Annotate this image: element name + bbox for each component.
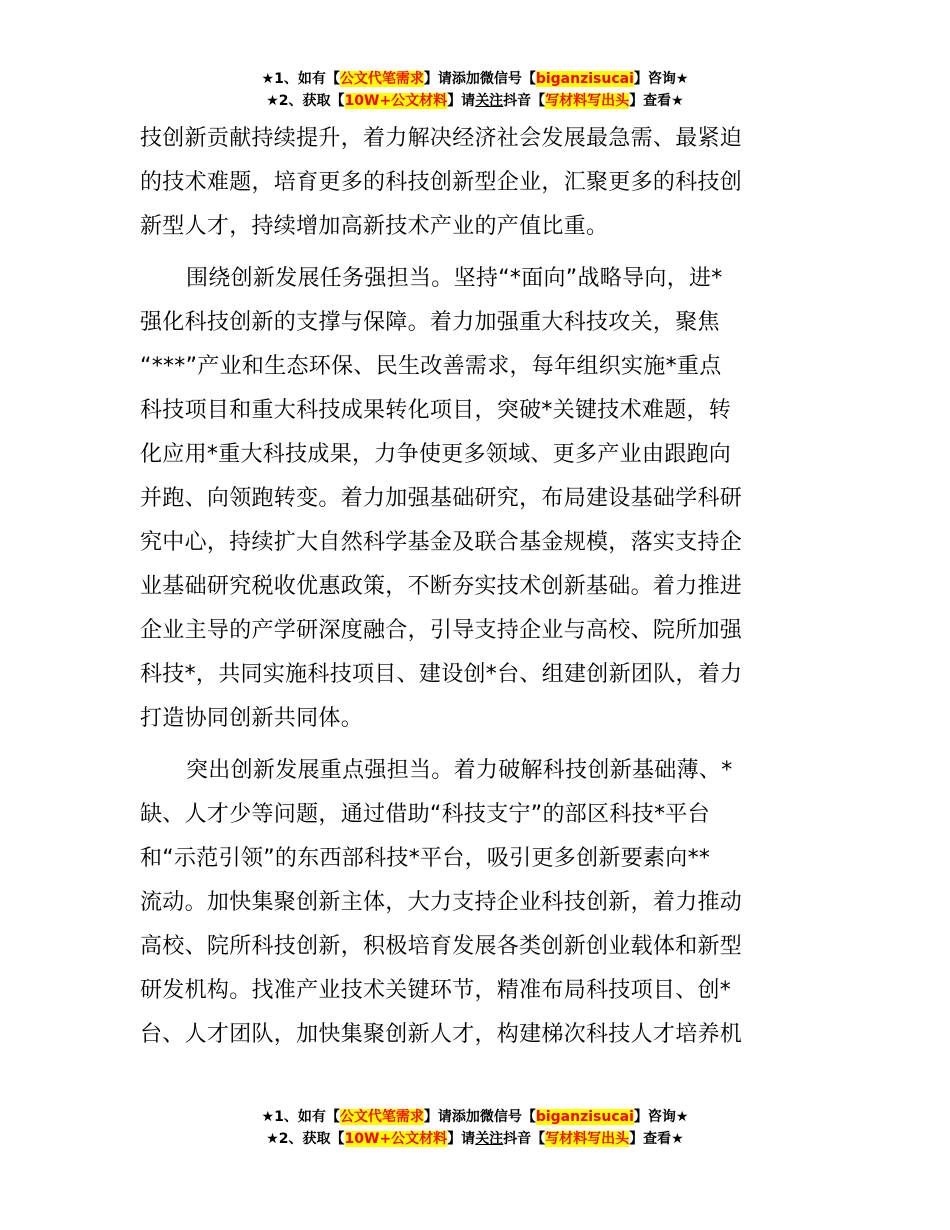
header-highlight-douyin-account: 写材料写出头 (545, 93, 630, 109)
header-line2-mid-a: 】请 (447, 93, 476, 109)
footer-follow-text: 关注 (475, 1131, 504, 1147)
paragraph-2-line: 化应用*重大科技成果，力争使更多领域、更多产业由跟跑向 (140, 442, 732, 467)
header-line1-suffix: 】咨询★ (633, 71, 689, 87)
footer-highlight-materials: 10W+公文材料 (344, 1131, 448, 1147)
paragraph-3-line: 和“示范引领”的东西部科技*平台，吸引更多创新要素向** (140, 846, 711, 871)
paragraph-2-line: 并跑、向领跑转变。着力加强基础研究，布局建设基础学科研 (140, 486, 743, 511)
paragraph-2 (140, 257, 815, 741)
footer-line2-suffix: 】查看★ (629, 1131, 684, 1147)
document-body (140, 117, 815, 1057)
paragraph-3-line: 高校、院所科技创新，积极培育发展各类创新创业载体和新型 (140, 934, 743, 959)
paragraph-3-line: 突出创新发展重点强担当。着力破解科技创新基础薄、* (186, 758, 733, 783)
header-highlight-service: 公文代笔需求 (339, 71, 424, 87)
footer-line1-suffix: 】咨询★ (633, 1109, 689, 1125)
paragraph-3-line: 流动。加快集聚创新主体，大力支持企业科技创新，着力推动 (140, 890, 743, 915)
paragraph-1-line: 技创新贡献持续提升，着力解决经济社会发展最急需、最紧迫 (140, 126, 743, 151)
header-follow-text: 关注 (475, 93, 504, 109)
footer-banner-line-2 (0, 1128, 950, 1150)
paragraph-2-line: 科技*，共同实施科技项目、建设创*台、组建创新团队，着力 (140, 662, 743, 687)
paragraph-2-line: 究中心，持续扩大自然科学基金及联合基金规模，落实支持企 (140, 530, 743, 555)
paragraph-2-line: 企业主导的产学研深度融合，引导支持企业与高校、院所加强 (140, 618, 743, 643)
footer-line2-mid-a: 】请 (447, 1131, 476, 1147)
header-line1-mid: 】请添加微信号【 (423, 71, 536, 87)
paragraph-1-line: 的技术难题，培育更多的科技创新型企业，汇聚更多的科技创 (140, 170, 743, 195)
paragraph-3-line: 缺、人才少等问题，通过借助“科技支宁”的部区科技*平台 (140, 802, 710, 827)
header-highlight-materials: 10W+公文材料 (344, 93, 448, 109)
footer-highlight-service: 公文代笔需求 (339, 1109, 424, 1125)
paragraph-2-line: 打造协同创新共同体。 (140, 706, 364, 731)
footer-line1-mid: 】请添加微信号【 (423, 1109, 536, 1125)
footer-line2-prefix: ★2、获取【 (266, 1131, 345, 1147)
header-banner (0, 68, 950, 112)
paragraph-2-line: “***”产业和生态环保、民生改善需求，每年组织实施*重点 (140, 354, 722, 379)
paragraph-2-line: 围绕创新发展任务强担当。坚持“*面向”战略导向，进* (186, 266, 723, 291)
header-line2-mid-b: 抖音【 (503, 93, 546, 109)
header-banner-line-1 (0, 68, 950, 90)
footer-highlight-wechat-id: biganzisucai (535, 1109, 634, 1125)
header-line2-suffix: 】查看★ (629, 93, 684, 109)
footer-banner-line-1 (0, 1106, 950, 1128)
paragraph-3-line: 台、人才团队，加快集聚创新人才，构建梯次科技人才培养机 (140, 1022, 743, 1047)
paragraph-2-line: 强化科技创新的支撑与保障。着力加强重大科技攻关，聚焦 (140, 310, 720, 335)
footer-highlight-douyin-account: 写材料写出头 (545, 1131, 630, 1147)
paragraph-2-line: 业基础研究税收优惠政策，不断夯实技术创新基础。着力推进 (140, 574, 743, 599)
header-line1-prefix: ★1、如有【 (261, 71, 340, 87)
paragraph-1 (140, 117, 815, 249)
footer-line2-mid-b: 抖音【 (503, 1131, 546, 1147)
paragraph-3-line: 研发机构。找准产业技术关键环节，精准布局科技项目、创* (140, 978, 732, 1003)
header-banner-line-2 (0, 90, 950, 112)
paragraph-3 (140, 749, 815, 1057)
paragraph-1-line: 新型人才，持续增加高新技术产业的产值比重。 (140, 214, 609, 239)
footer-line1-prefix: ★1、如有【 (261, 1109, 340, 1125)
header-line2-prefix: ★2、获取【 (266, 93, 345, 109)
paragraph-2-line: 科技项目和重大科技成果转化项目，突破*关键技术难题，转 (140, 398, 732, 423)
header-highlight-wechat-id: biganzisucai (535, 71, 634, 87)
footer-banner (0, 1106, 950, 1150)
